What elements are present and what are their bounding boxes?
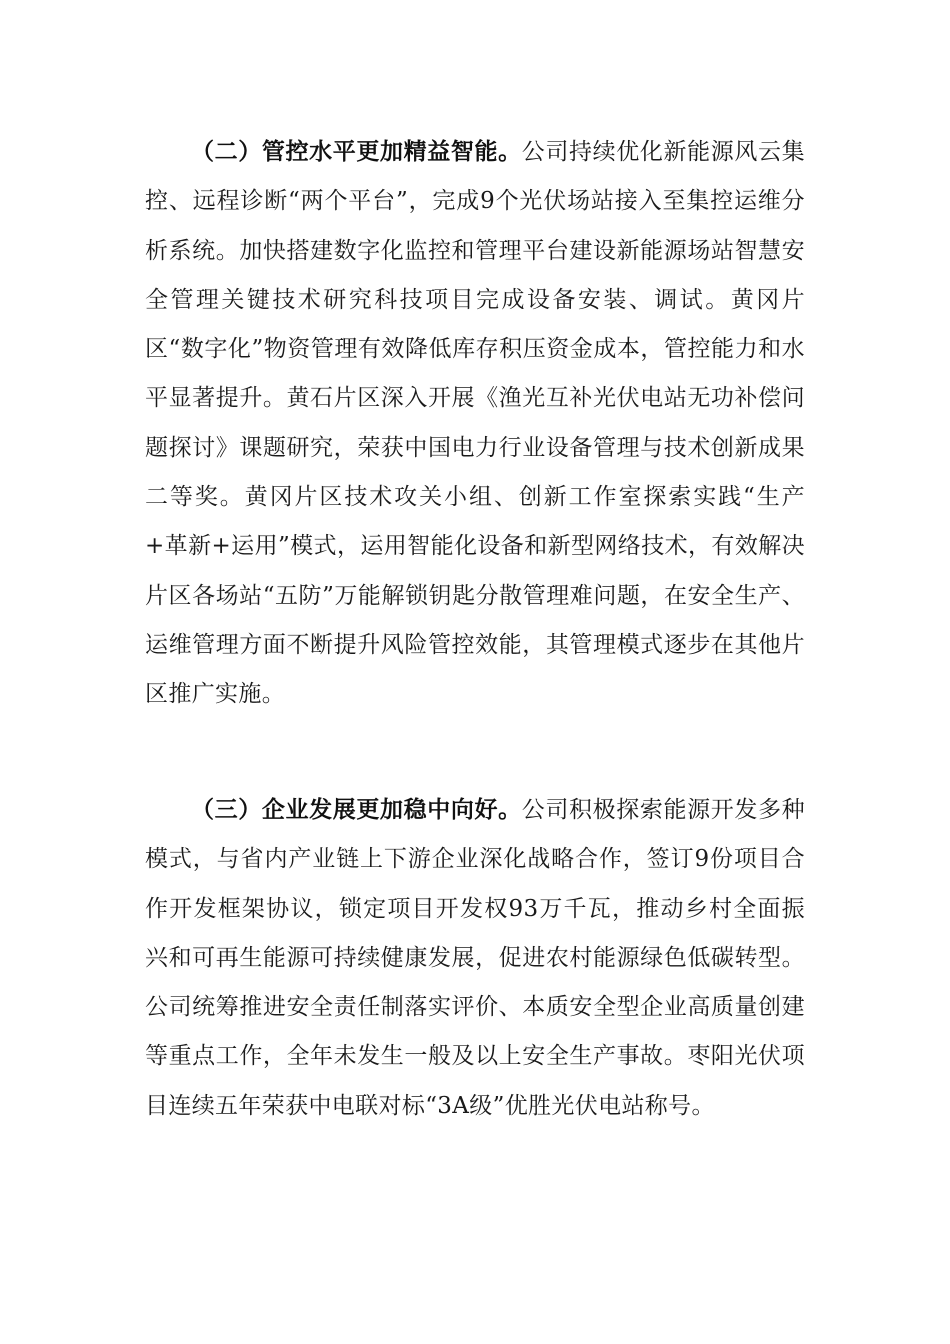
section-paragraph-control-level xyxy=(145,128,805,720)
section-heading-control-level: （二）管控水平更加精益智能。 xyxy=(191,139,522,165)
section-paragraph-enterprise-development xyxy=(145,786,805,1131)
section-body-control-level: 公司持续优化新能源风云集控、远程诊断“两个平台”，完成9个光伏场站接入至集控运维分析系统。加快搭建数字化监控和管理平台建设新能源场站智慧安全管理关键技术研究科技项目完成设备安装、调试。黄冈片区“数字化”物资管理有效降低库存积压资金成本，管控能力和水平显著提升。黄石片区深入开展《渔光互补光伏电站无功补偿问题探讨》课题研究，荣获中国电力行业设备管理与技术创新成果二等奖。黄冈片区技术攻关小组、创新工作室探索实践“生产+革新+运用”模式，运用智能化设备和新型网络技术，有效解决片区各场站“五防”万能解锁钥匙分散管理难问题，在安全生产、运维管理方面不断提升风险管控效能，其管理模式逐步在其他片区推广实施。 xyxy=(145,139,805,708)
section-body-enterprise-development: 公司积极探索能源开发多种模式，与省内产业链上下游企业深化战略合作，签订9份项目合作开发框架协议，锁定项目开发权93万千瓦，推动乡村全面振兴和可再生能源可持续健康发展，促进农村能源绿色低碳转型。公司统筹推进安全责任制落实评价、本质安全型企业高质量创建等重点工作，全年未发生一般及以上安全生产事故。枣阳光伏项目连续五年荣获中电联对标“3A级”优胜光伏电站称号。 xyxy=(145,797,805,1119)
section-heading-enterprise-development: （三）企业发展更加稳中向好。 xyxy=(191,797,522,823)
